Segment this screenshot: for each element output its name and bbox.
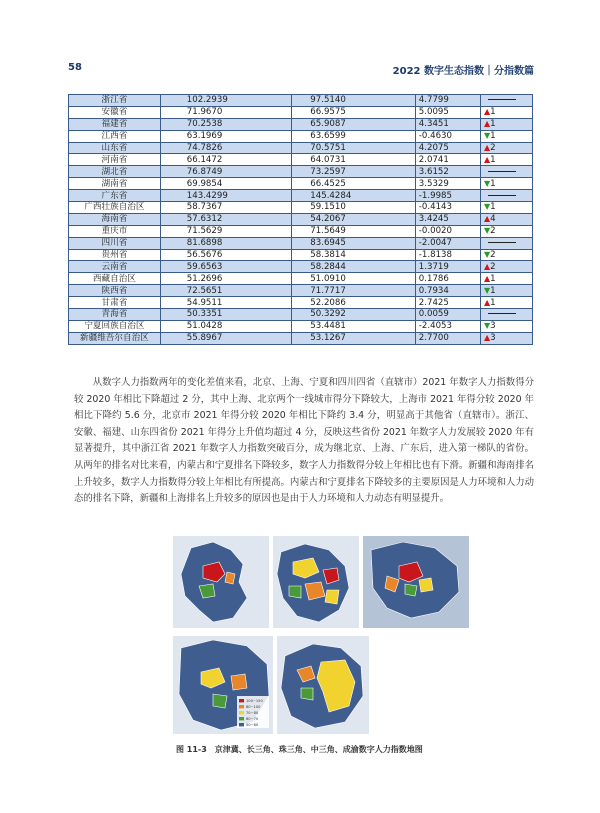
score-difference: 3.5329: [415, 178, 480, 190]
score-difference: -1.9985: [415, 190, 480, 202]
score-2020: 70.5751: [292, 142, 416, 154]
score-2021: 102.2939: [160, 95, 292, 107]
no-change-dash-icon: [488, 171, 516, 172]
table-row: [69, 118, 533, 130]
rank-change: [480, 261, 532, 273]
province-name: 河南省: [69, 154, 161, 166]
running-header: 2022 数字生态指数｜分指数篇: [392, 66, 534, 77]
rank-change-value: 1: [490, 119, 496, 130]
province-name: 安徽省: [69, 106, 161, 118]
rank-change: [480, 320, 532, 332]
score-2020: 97.5140: [292, 95, 416, 107]
rank-change-value: 2: [490, 250, 496, 261]
score-2021: 54.9511: [160, 297, 292, 309]
score-2020: 145.4284: [292, 190, 416, 202]
score-2020: 51.0910: [292, 273, 416, 285]
province-name: 重庆市: [69, 225, 161, 237]
table-row: [69, 225, 533, 237]
province-name: 四川省: [69, 237, 161, 249]
rank-down-icon: ▼: [483, 250, 491, 260]
score-difference: 4.7799: [415, 95, 480, 107]
rank-change: [480, 273, 532, 285]
score-2020: 73.2597: [292, 166, 416, 178]
score-2021: 71.5629: [160, 225, 292, 237]
province-name: 山东省: [69, 142, 161, 154]
rank-change: [480, 106, 532, 118]
score-difference: 3.4245: [415, 213, 480, 225]
rank-change: [480, 297, 532, 309]
score-2020: 58.3814: [292, 249, 416, 261]
score-difference: -2.0047: [415, 237, 480, 249]
score-2020: 59.1510: [292, 202, 416, 214]
province-name: 广东省: [69, 190, 161, 202]
rank-change: [480, 285, 532, 297]
map-panel-chengyu: [277, 636, 369, 734]
province-name: 青海省: [69, 309, 161, 321]
rank-change: [480, 309, 532, 321]
table-row: [69, 130, 533, 142]
score-2020: 71.7717: [292, 285, 416, 297]
score-difference: -0.4143: [415, 202, 480, 214]
province-name: 江西省: [69, 130, 161, 142]
score-difference: -2.4053: [415, 320, 480, 332]
score-difference: 2.0741: [415, 154, 480, 166]
score-2021: 76.8749: [160, 166, 292, 178]
table-row: [69, 285, 533, 297]
rank-up-icon: ▲: [483, 143, 491, 152]
province-name: 湖南省: [69, 178, 161, 190]
rank-change: [480, 190, 532, 202]
province-table: [68, 94, 533, 345]
rank-change: [480, 130, 532, 142]
table-row: [69, 261, 533, 273]
rank-change-value: 1: [490, 154, 496, 165]
map-panel-jingjinji: [173, 536, 269, 628]
rank-up-icon: ▲: [483, 154, 491, 164]
map-panel-zhusanjiao: [363, 536, 469, 628]
no-change-dash-icon: [488, 313, 516, 314]
table-row: [69, 178, 533, 190]
rank-change-value: 3: [490, 321, 496, 332]
score-2020: 53.4481: [292, 320, 416, 332]
table-row: [69, 249, 533, 261]
score-2020: 50.3292: [292, 309, 416, 321]
score-difference: 3.6152: [415, 166, 480, 178]
score-2020: 66.4525: [292, 178, 416, 190]
province-name: 陕西省: [69, 285, 161, 297]
rank-down-icon: ▼: [483, 202, 491, 212]
score-2020: 58.2844: [292, 261, 416, 273]
rank-change: [480, 202, 532, 214]
score-2021: 59.6563: [160, 261, 292, 273]
province-name: 甘肃省: [69, 297, 161, 309]
legend-label-5: 50~60: [246, 723, 259, 727]
province-name: 西藏自治区: [69, 273, 161, 285]
rank-change: [480, 213, 532, 225]
rank-change-value: 3: [490, 333, 496, 344]
score-2021: 74.7826: [160, 142, 292, 154]
score-difference: 0.0059: [415, 309, 480, 321]
province-name: 宁夏回族自治区: [69, 320, 161, 332]
rank-change: [480, 249, 532, 261]
rank-up-icon: ▲: [483, 333, 491, 343]
score-2021: 58.7367: [160, 202, 292, 214]
rank-change-value: 2: [490, 143, 496, 153]
table-row: [69, 213, 533, 225]
table-row: [69, 273, 533, 285]
legend-label-3: 70~80: [246, 711, 259, 715]
score-2021: 71.9670: [160, 106, 292, 118]
no-change-dash-icon: [488, 99, 516, 100]
rank-change: [480, 225, 532, 237]
rank-change-value: 1: [490, 131, 496, 142]
rank-change-value: 2: [490, 226, 496, 237]
score-2021: 81.6898: [160, 237, 292, 249]
rank-change: [480, 332, 532, 344]
figure-caption: 图 11-3 京津冀、长三角、珠三角、中三角、成渝数字人力指数地图: [176, 745, 423, 754]
legend-label-4: 60~70: [246, 717, 259, 721]
rank-down-icon: ▼: [483, 178, 491, 188]
score-2021: 56.5676: [160, 249, 292, 261]
rank-up-icon: ▲: [483, 214, 491, 224]
score-2020: 65.9087: [292, 118, 416, 130]
province-name: 新疆维吾尔自治区: [69, 332, 161, 344]
score-difference: 4.2075: [415, 142, 480, 154]
score-difference: 5.0095: [415, 106, 480, 118]
score-difference: -0.4630: [415, 130, 480, 142]
province-name: 福建省: [69, 118, 161, 130]
no-change-dash-icon: [488, 195, 516, 196]
rank-change-value: 1: [490, 297, 496, 308]
legend-label-2: 80~100: [246, 705, 261, 709]
rank-change: [480, 237, 532, 249]
rank-up-icon: ▲: [483, 119, 491, 129]
table-row: [69, 154, 533, 166]
score-2021: 51.0428: [160, 320, 292, 332]
table-row: [69, 106, 533, 118]
score-2021: 63.1969: [160, 130, 292, 142]
regional-maps-figure: [173, 536, 469, 734]
table-row: [69, 202, 533, 214]
score-2020: 71.5649: [292, 225, 416, 237]
page-number: 58: [68, 62, 82, 73]
table-row: [69, 190, 533, 202]
rank-up-icon: ▲: [483, 261, 491, 271]
rank-down-icon: ▼: [483, 321, 491, 331]
rank-change-value: 1: [490, 273, 496, 284]
rank-up-icon: ▲: [483, 107, 491, 117]
rank-change-value: 1: [490, 285, 496, 296]
rank-change-value: 4: [490, 214, 496, 225]
rank-down-icon: ▼: [483, 285, 491, 295]
score-2021: 57.6312: [160, 213, 292, 225]
table-row: [69, 297, 533, 309]
score-difference: 0.1786: [415, 273, 480, 285]
rank-change: [480, 118, 532, 130]
score-2021: 50.3351: [160, 309, 292, 321]
score-difference: -1.8138: [415, 249, 480, 261]
rank-up-icon: ▲: [483, 273, 491, 283]
score-2021: 72.5651: [160, 285, 292, 297]
score-2020: 63.6599: [292, 130, 416, 142]
province-name: 广西壮族自治区: [69, 202, 161, 214]
province-name: 浙江省: [69, 95, 161, 107]
table-row: [69, 166, 533, 178]
score-2020: 66.9575: [292, 106, 416, 118]
province-name: 海南省: [69, 213, 161, 225]
score-2021: 70.2538: [160, 118, 292, 130]
score-2021: 69.9854: [160, 178, 292, 190]
score-2021: 51.2696: [160, 273, 292, 285]
table-row: [69, 142, 533, 154]
map-panel-changsanjiao: [273, 536, 359, 628]
rank-change: [480, 154, 532, 166]
rank-down-icon: ▼: [483, 131, 491, 141]
score-2020: 83.6945: [292, 237, 416, 249]
score-2020: 53.1267: [292, 332, 416, 344]
score-2020: 64.0731: [292, 154, 416, 166]
score-2020: 54.2067: [292, 213, 416, 225]
score-2021: 66.1472: [160, 154, 292, 166]
table-row: [69, 237, 533, 249]
rank-change: [480, 166, 532, 178]
rank-up-icon: ▲: [483, 297, 491, 307]
rank-change-value: 1: [490, 107, 496, 118]
rank-change-value: 1: [490, 202, 496, 213]
rank-change: [480, 142, 532, 154]
legend-label-1: 100~150: [246, 699, 263, 703]
rank-down-icon: ▼: [483, 226, 491, 236]
score-difference: 2.7425: [415, 297, 480, 309]
body-paragraph: 从数字人力指数两年的变化差值来看，北京、上海、宁夏和四川四省（直辖市）2021 年数字人力指数得分较 2020 年相比下降超过 2 分，其中上海、北京两个一线城市得分下降较大，上海市 2021 年得分较 2020 年相比下降约 5.6 分，北京市 2021 年得分较 2020 年相比下降约 3.4 分，明显高于其他省（直辖市）。浙江、安徽、福建、山东四省份 2021 年得分上升值均超过 4 分，反映这些省份 2021 年数字人力发展较 2020 年有显著提升，其中浙江省 2021 年数字人力指数突破百分，成为继北京、上海、广东后，进入第一梯队的省份。从两年的排名对比来看，内蒙古和宁夏排名下降较多，数字人力指数得分较上年相比也有下滑。新疆和海南排名上升较多，数字人力指数得分较上年相比有所提高。内蒙古和宁夏排名下降较多的主要原因是人力环境和人力动态的排名下降，新疆和上海排名上升较多的原因也是由于人力环境和人力动态有明显提升。: [74, 377, 534, 505]
province-name: 贵州省: [69, 249, 161, 261]
score-difference: 1.3719: [415, 261, 480, 273]
table-row: [69, 309, 533, 321]
score-2021: 55.8967: [160, 332, 292, 344]
rank-change-value: 2: [490, 261, 496, 272]
province-name: 湖北省: [69, 166, 161, 178]
table-row: [69, 320, 533, 332]
no-change-dash-icon: [488, 242, 516, 243]
score-2021: 143.4299: [160, 190, 292, 202]
score-difference: 2.7700: [415, 332, 480, 344]
score-2020: 52.2086: [292, 297, 416, 309]
rank-change-value: 1: [490, 178, 496, 189]
province-name: 云南省: [69, 261, 161, 273]
table-row: [69, 332, 533, 344]
rank-change: [480, 178, 532, 190]
table-row: [69, 95, 533, 107]
score-difference: 0.7934: [415, 285, 480, 297]
score-difference: 4.3451: [415, 118, 480, 130]
rank-change: [480, 95, 532, 107]
score-difference: -0.0020: [415, 225, 480, 237]
